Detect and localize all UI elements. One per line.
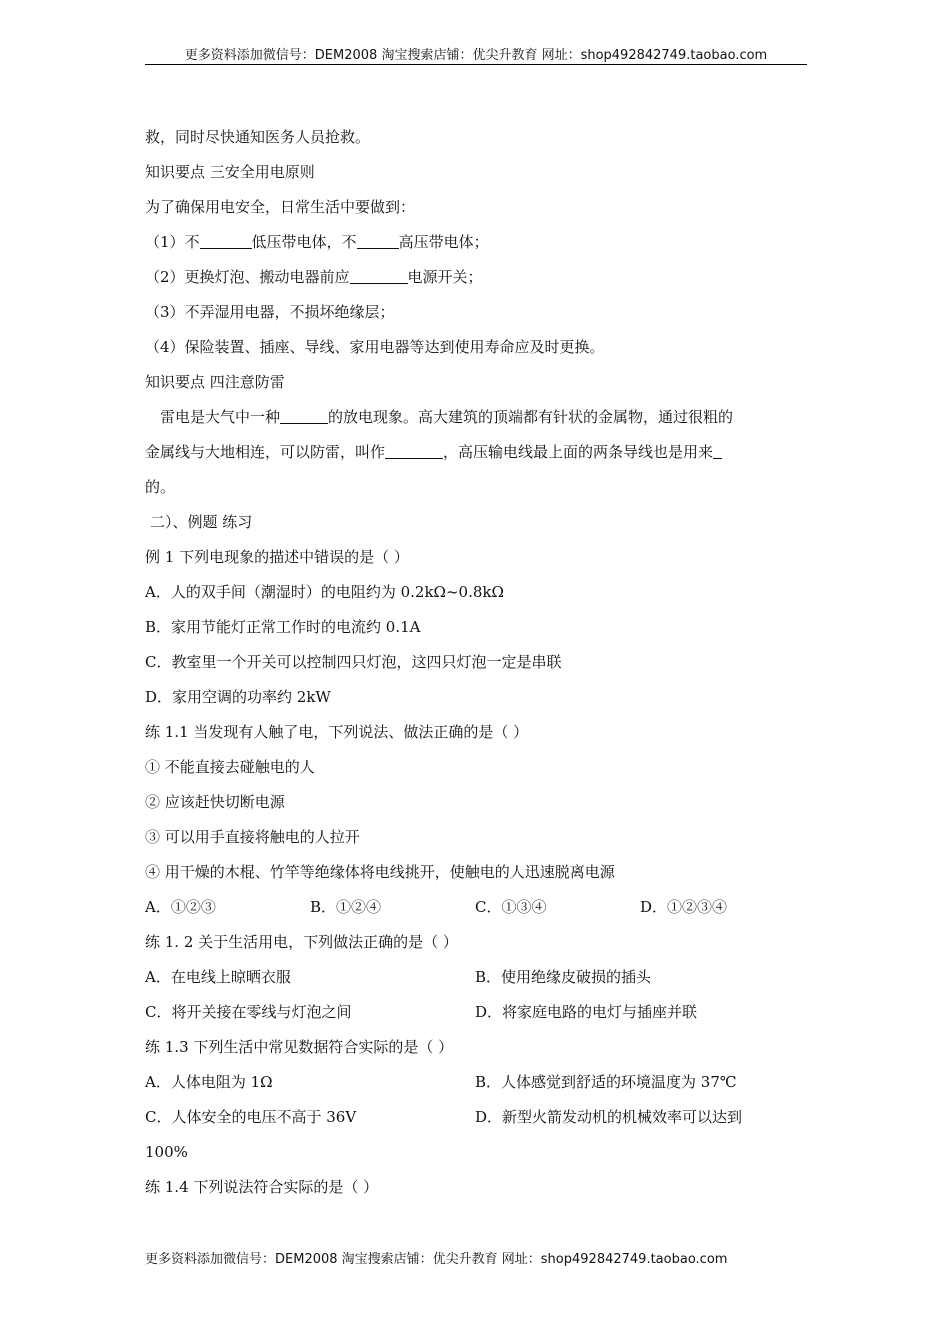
fill-blank xyxy=(280,407,328,424)
text-segment: ，高压输电线最上面的两条导线也是用来 xyxy=(443,443,714,461)
option: C．①③④ xyxy=(475,898,547,916)
document-body xyxy=(145,120,807,1205)
question: 例 1 下列电现象的描述中错误的是（ ） xyxy=(145,548,409,566)
page-footer: 更多资料添加微信号：DEM2008 淘宝搜索店铺：优尖升教育 网址：shop492842749.taobao.com xyxy=(145,1252,728,1267)
paragraph: 救，同时尽快通知医务人员抢救。 xyxy=(145,128,371,146)
header-divider xyxy=(145,64,807,65)
section-heading: 二）、例题 练习 xyxy=(150,513,253,531)
option: B．家用节能灯正常工作时的电流约 0.1A xyxy=(145,618,421,636)
option: D．将家庭电路的电灯与插座并联 xyxy=(475,1003,698,1021)
option: A．①②③ xyxy=(145,898,216,916)
option: B．①②④ xyxy=(310,898,382,916)
text-segment: 雷电是大气中一种 xyxy=(160,408,281,426)
text-segment: （1）不 xyxy=(145,233,200,251)
option: D．家用空调的功率约 2kW xyxy=(145,688,331,706)
page-header: 更多资料添加微信号：DEM2008 淘宝搜索店铺：优尖升教育 网址：shop492842749.taobao.com xyxy=(184,48,768,63)
statement: ② 应该赶快切断电源 xyxy=(145,793,285,811)
option: A．在电线上晾晒衣服 xyxy=(145,968,291,986)
text-segment: 低压带电体，不 xyxy=(251,233,357,251)
question: 练 1.4 下列说法符合实际的是（ ） xyxy=(145,1178,379,1196)
option: C．教室里一个开关可以控制四只灯泡，这四只灯泡一定是串联 xyxy=(145,653,562,671)
options-row xyxy=(145,995,807,1030)
option: C．人体安全的电压不高于 36V xyxy=(145,1108,357,1126)
text-segment: 电源开关； xyxy=(407,268,483,286)
option: D．新型火箭发动机的机械效率可以达到 xyxy=(475,1108,743,1126)
paragraph xyxy=(145,435,807,470)
section-heading: 知识要点 三安全用电原则 xyxy=(145,163,315,181)
option: B．使用绝缘皮破损的插头 xyxy=(475,968,652,986)
list-item: （3）不弄湿用电器，不损坏绝缘层； xyxy=(145,303,395,321)
list-item: （4）保险装置、插座、导线、家用电器等达到使用寿命应及时更换。 xyxy=(145,338,605,356)
text-segment: 的放电现象。高大建筑的顶端都有针状的金属物，通过很粗的 xyxy=(328,408,734,426)
options-row xyxy=(145,960,807,995)
text-segment: （2）更换灯泡、搬动电器前应 xyxy=(145,268,350,286)
fill-blank xyxy=(200,232,252,249)
statement: ③ 可以用手直接将触电的人拉开 xyxy=(145,828,360,846)
paragraph: 的。 xyxy=(145,478,176,496)
option: A．人体电阻为 1Ω xyxy=(145,1073,273,1091)
option: A．人的双手间（潮湿时）的电阻约为 0.2kΩ~0.8kΩ xyxy=(145,583,504,601)
text-segment: 金属线与大地相连，可以防雷，叫作 xyxy=(145,443,386,461)
list-item xyxy=(145,225,807,260)
paragraph: 为了确保用电安全，日常生活中要做到： xyxy=(145,198,416,216)
text-segment: 高压带电体； xyxy=(398,233,489,251)
statement: ④ 用干燥的木棍、竹竿等绝缘体将电线挑开，使触电的人迅速脱离电源 xyxy=(145,863,615,881)
fill-blank xyxy=(350,267,408,284)
options-row xyxy=(145,1065,807,1100)
options-row xyxy=(145,890,807,925)
option: C．将开关接在零线与灯泡之间 xyxy=(145,1003,352,1021)
fill-blank xyxy=(713,442,722,459)
list-item xyxy=(145,260,807,295)
question: 练 1.3 下列生活中常见数据符合实际的是（ ） xyxy=(145,1038,454,1056)
option: B．人体感觉到舒适的环境温度为 37℃ xyxy=(475,1073,737,1091)
options-row xyxy=(145,1100,807,1135)
question: 练 1.1 当发现有人触了电，下列说法、做法正确的是（ ） xyxy=(145,723,529,741)
question: 练 1. 2 关于生活用电，下列做法正确的是（ ） xyxy=(145,933,458,951)
section-heading: 知识要点 四注意防雷 xyxy=(145,373,285,391)
option-continuation: 100% xyxy=(145,1143,188,1161)
statement: ① 不能直接去碰触电的人 xyxy=(145,758,315,776)
fill-blank xyxy=(385,442,443,459)
option: D．①②③④ xyxy=(640,898,728,916)
paragraph xyxy=(145,400,807,435)
fill-blank xyxy=(357,232,399,249)
